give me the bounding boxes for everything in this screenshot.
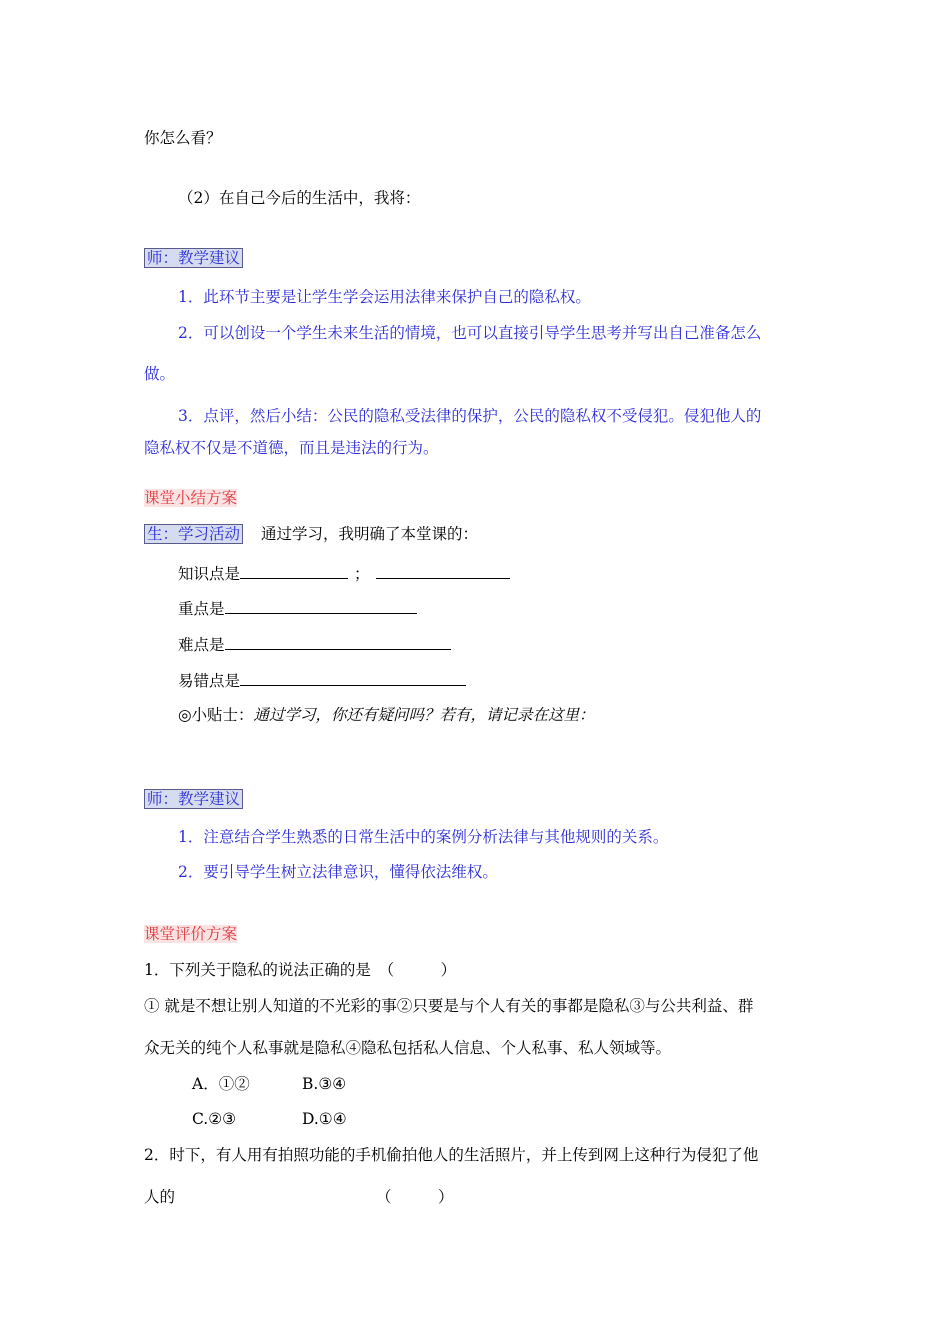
eval-question-2-paren: （ ） bbox=[376, 1188, 454, 1206]
question-tail: 你怎么看？ bbox=[144, 129, 222, 147]
option-a[interactable]: A．①② bbox=[192, 1075, 250, 1093]
error-prone-blank[interactable] bbox=[240, 669, 466, 686]
knowledge-sep: ； bbox=[354, 565, 370, 583]
eval-question-2-cont: 人的 bbox=[144, 1188, 176, 1206]
tip-label: ◎小贴士： bbox=[178, 706, 254, 724]
advice-item-2: 2．可以创设一个学生未来生活的情境，也可以直接引导学生思考并写出自己准备怎么 bbox=[178, 324, 762, 342]
advice-item-1: 1．此环节主要是让学生学会运用法律来保护自己的隐私权。 bbox=[178, 288, 591, 306]
advice2-item-1: 1．注意结合学生熟悉的日常生活中的案例分析法律与其他规则的关系。 bbox=[178, 828, 669, 846]
teacher-advice-badge: 师：教学建议 bbox=[144, 248, 243, 268]
student-activity-badge: 生：学习活动 bbox=[144, 524, 243, 544]
error-prone-label: 易错点是 bbox=[178, 672, 241, 690]
student-activity-row bbox=[144, 524, 478, 544]
option-b[interactable]: B.③④ bbox=[302, 1075, 347, 1093]
tip-text: 通过学习，你还有疑问吗？若有，请记录在这里： bbox=[253, 706, 595, 724]
key-row bbox=[178, 597, 417, 619]
option-c[interactable]: C.②③ bbox=[192, 1110, 237, 1128]
option-d[interactable]: D.①④ bbox=[302, 1110, 347, 1128]
key-label: 重点是 bbox=[178, 600, 225, 618]
evaluation-heading: 课堂评价方案 bbox=[144, 925, 238, 943]
difficult-blank[interactable] bbox=[225, 633, 451, 650]
key-blank[interactable] bbox=[225, 597, 417, 614]
summary-heading: 课堂小结方案 bbox=[144, 489, 238, 507]
knowledge-label: 知识点是 bbox=[178, 565, 241, 583]
tip-row bbox=[178, 705, 595, 725]
eval-q1-statements-2: 众无关的纯个人私事就是隐私④隐私包括私人信息、个人私事、私人领域等。 bbox=[144, 1039, 672, 1057]
advice-item-2-cont: 做。 bbox=[144, 365, 176, 383]
summary-lead: 通过学习，我明确了本堂课的： bbox=[261, 525, 479, 543]
difficult-label: 难点是 bbox=[178, 636, 225, 654]
knowledge-blank-2[interactable] bbox=[376, 562, 510, 579]
eval-question-2: 2．时下，有人用有拍照功能的手机偷拍他人的生活照片，并上传到网上这种行为侵犯了他 bbox=[144, 1146, 759, 1164]
advice-item-3-cont: 隐私权不仅是不道德，而且是违法的行为。 bbox=[144, 439, 439, 457]
teacher-advice-label-2 bbox=[144, 789, 243, 809]
evaluation-heading-row bbox=[144, 924, 237, 944]
advice2-item-2: 2．要引导学生树立法律意识，懂得依法维权。 bbox=[178, 863, 498, 881]
eval-question-1: 1．下列关于隐私的说法正确的是 （ ） bbox=[144, 961, 457, 979]
teacher-advice-label bbox=[144, 248, 243, 268]
teacher-advice-badge-2: 师：教学建议 bbox=[144, 789, 243, 809]
difficult-row bbox=[178, 633, 451, 655]
summary-heading-row bbox=[144, 488, 237, 508]
eval-q1-statements-1: ① 就是不想让别人知道的不光彩的事②只要是与个人有关的事都是隐私③与公共利益、群 bbox=[144, 997, 754, 1015]
error-prone-row bbox=[178, 669, 466, 691]
knowledge-row bbox=[178, 562, 510, 584]
advice-item-3: 3．点评，然后小结：公民的隐私受法律的保护，公民的隐私权不受侵犯。侵犯他人的 bbox=[178, 407, 762, 425]
knowledge-blank-1[interactable] bbox=[240, 562, 348, 579]
question-2: （2）在自己今后的生活中，我将： bbox=[178, 189, 421, 207]
